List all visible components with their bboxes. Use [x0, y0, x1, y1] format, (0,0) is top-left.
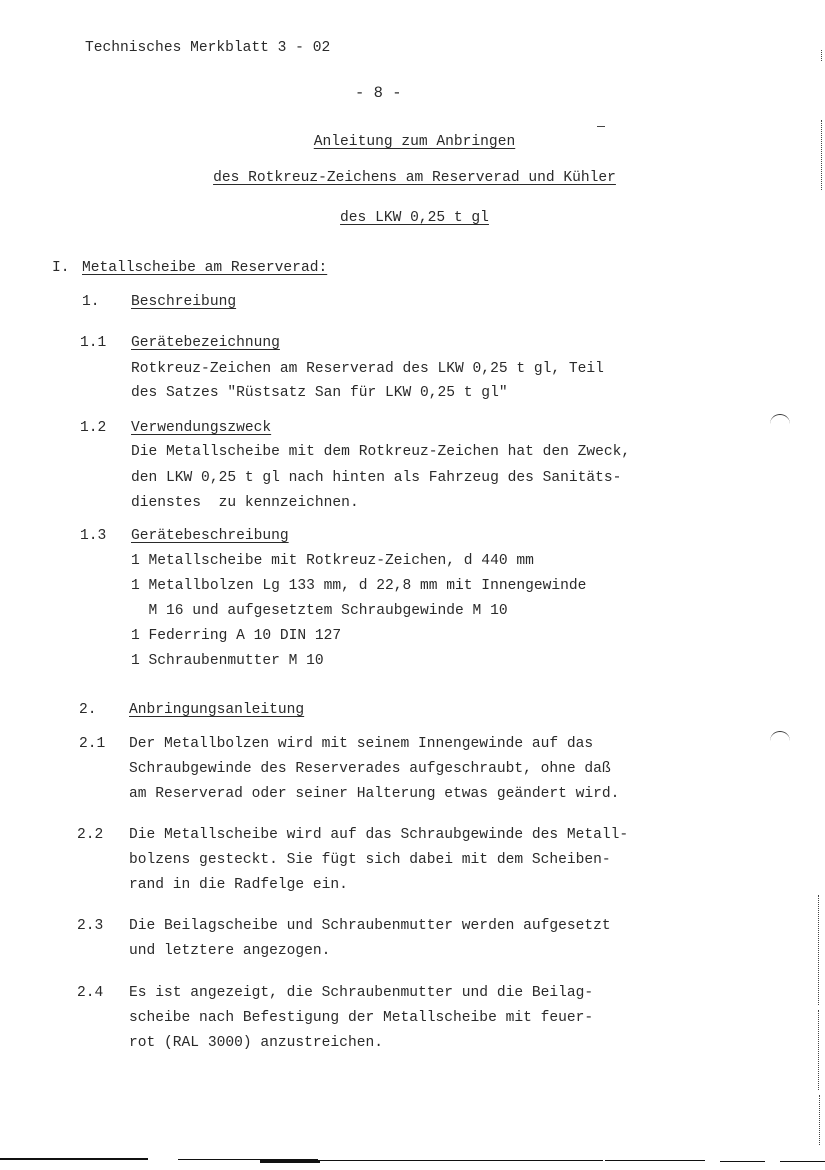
edge-artifact	[818, 895, 819, 1005]
document-title: Technisches Merkblatt 3 - 02	[85, 40, 331, 56]
paragraph-line: Die Metallscheibe wird auf das Schraubgewinde des Metall-	[129, 827, 629, 843]
paragraph-line: und letztere angezogen.	[129, 943, 331, 959]
parts-list-item: M 16 und aufgesetztem Schraubgewinde M 10	[131, 603, 508, 619]
item-number: 2.1	[79, 736, 106, 752]
edge-artifact	[819, 1095, 820, 1145]
paragraph-line: am Reserverad oder seiner Halterung etwas geändert wird.	[129, 786, 620, 802]
paragraph-line: Die Beilagscheibe und Schraubenmutter werden aufgesetzt	[129, 918, 611, 934]
paragraph-line: den LKW 0,25 t gl nach hinten als Fahrzeug des Sanitäts-	[131, 470, 622, 486]
paragraph-line: rot (RAL 3000) anzustreichen.	[129, 1035, 383, 1051]
paragraph-line: dienstes zu kennzeichnen.	[131, 495, 359, 511]
paragraph-line: Rotkreuz-Zeichen am Reserverad des LKW 0,25 t gl, Teil	[131, 361, 604, 377]
title-line-1: Anleitung zum Anbringen	[313, 134, 516, 150]
bottom-edge-line	[0, 1158, 148, 1160]
title-line-3: des LKW 0,25 t gl	[340, 210, 489, 226]
edge-artifact	[821, 50, 822, 61]
item-heading: Gerätebeschreibung	[131, 528, 289, 544]
section-number: I.	[52, 260, 70, 276]
bottom-edge-line	[318, 1160, 603, 1161]
paragraph-line: Der Metallbolzen wird mit seinem Innengewinde auf das	[129, 736, 594, 752]
subsection-number: 2.	[79, 702, 97, 718]
bottom-edge-line	[780, 1161, 825, 1162]
bottom-edge-line	[720, 1161, 765, 1162]
punch-hole-mark	[770, 414, 790, 427]
paragraph-line: Die Metallscheibe mit dem Rotkreuz-Zeichen hat den Zweck,	[131, 444, 631, 460]
paragraph-line: Schraubgewinde des Reserverades aufgeschraubt, ohne daß	[129, 761, 611, 777]
bottom-edge-line	[605, 1160, 705, 1161]
edge-artifact	[818, 1010, 819, 1090]
item-number: 1.1	[80, 335, 107, 351]
item-heading: Gerätebezeichnung	[131, 335, 280, 351]
paragraph-line: rand in die Radfelge ein.	[129, 877, 348, 893]
punch-hole-mark	[770, 731, 790, 744]
item-number: 2.4	[77, 985, 104, 1001]
paragraph-line: des Satzes "Rüstsatz San für LKW 0,25 t gl"	[131, 385, 508, 401]
parts-list-item: 1 Metallscheibe mit Rotkreuz-Zeichen, d 440 mm	[131, 553, 534, 569]
paragraph-line: scheibe nach Befestigung der Metallscheibe mit feuer-	[129, 1010, 594, 1026]
item-number: 1.3	[80, 528, 107, 544]
section-heading: Metallscheibe am Reserverad:	[82, 260, 328, 276]
edge-artifact	[821, 120, 822, 190]
bottom-edge-line	[260, 1160, 320, 1163]
title-line-2: des Rotkreuz-Zeichens am Reserverad und Kühler	[213, 170, 616, 186]
page-number: - 8 -	[355, 84, 402, 102]
parts-list-item: 1 Schraubenmutter M 10	[131, 653, 324, 669]
item-number: 2.3	[77, 918, 104, 934]
subsection-number: 1.	[82, 294, 100, 310]
item-number: 2.2	[77, 827, 104, 843]
parts-list-item: 1 Federring A 10 DIN 127	[131, 628, 342, 644]
item-heading: Verwendungszweck	[131, 420, 272, 436]
subsection-heading: Beschreibung	[131, 294, 237, 310]
parts-list-item: 1 Metallbolzen Lg 133 mm, d 22,8 mm mit Innengewinde	[131, 578, 587, 594]
paragraph-line: Es ist angezeigt, die Schraubenmutter und die Beilag-	[129, 985, 594, 1001]
item-number: 1.2	[80, 420, 107, 436]
margin-mark	[597, 126, 605, 127]
subsection-heading: Anbringungsanleitung	[129, 702, 305, 718]
paragraph-line: bolzens gesteckt. Sie fügt sich dabei mit dem Scheiben-	[129, 852, 611, 868]
